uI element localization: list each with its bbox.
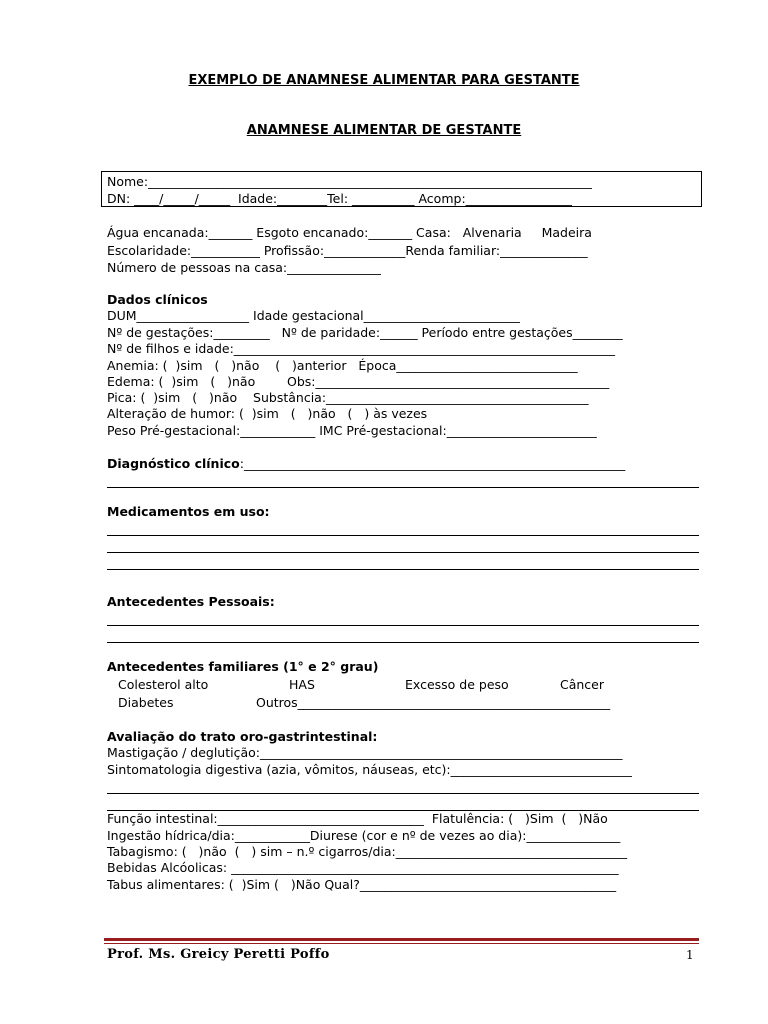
option-others-field[interactable]: Outros__________________________________________________ — [256, 695, 611, 710]
pregestational-weight-line[interactable]: Peso Pré-gestacional:____________ IMC Pré-gestacional:________________________ — [107, 423, 597, 438]
family-history-heading: Antecedentes familiares (1° e 2° grau) — [107, 659, 379, 674]
clinical-data-heading: Dados clínicos — [107, 292, 208, 307]
option-cholesterol[interactable]: Colesterol alto — [118, 677, 209, 692]
document-title: EXEMPLO DE ANAMNESE ALIMENTAR PARA GESTANTE — [188, 73, 580, 88]
household-size-line[interactable]: Número de pessoas na casa:_______________ — [107, 260, 381, 275]
medications-heading: Medicamentos em uso: — [107, 504, 270, 519]
chewing-swallowing-line[interactable]: Mastigação / deglutição:__________________________________________________________ — [107, 745, 623, 760]
personal-history-blank-line[interactable] — [107, 625, 699, 626]
bowel-function-line[interactable]: Função intestinal:_________________________________ Flatulência: ( )Sim ( )Não — [107, 811, 608, 826]
medications-blank-line[interactable] — [107, 535, 699, 536]
pica-line[interactable]: Pica: ( )sim ( )não Substância:__________________________________________ — [107, 390, 589, 405]
dn-age-phone-field[interactable]: DN: ____/_____/_____ Idade:________Tel: __________ Acomp:_________________ — [107, 191, 572, 206]
medications-blank-line[interactable] — [107, 569, 699, 570]
digestive-symptoms-line[interactable]: Sintomatologia digestiva (azia, vômitos, náuseas, etc):_____________________________ — [107, 762, 632, 777]
diagnosis-blank-line[interactable] — [107, 487, 699, 488]
name-field[interactable]: Nome:_______________________________________________________________________ — [107, 174, 592, 189]
food-taboos-line[interactable]: Tabus alimentares: ( )Sim ( )Não Qual?_________________________________________ — [107, 877, 617, 892]
water-sewage-house-line[interactable]: Água encanada:_______ Esgoto encanado:_______ Casa: Alvenaria Madeira — [107, 225, 592, 240]
water-intake-line[interactable]: Ingestão hídrica/dia:____________Diurese (cor e nº de vezes ao dia):_______________ — [107, 828, 621, 843]
form-subtitle: ANAMNESE ALIMENTAR DE GESTANTE — [246, 123, 522, 138]
footer-author: Prof. Ms. Greicy Peretti Poffo — [107, 947, 330, 962]
dum-line[interactable]: DUM__________________ Idade gestacional_________________________ — [107, 308, 520, 323]
gi-evaluation-heading: Avaliação do trato oro-gastrintestinal: — [107, 729, 378, 744]
option-overweight[interactable]: Excesso de peso — [405, 677, 509, 692]
edema-line[interactable]: Edema: ( )sim ( )não Obs:_______________________________________________ — [107, 374, 610, 389]
mood-change-line[interactable]: Alteração de humor: ( )sim ( )não ( ) às vezes — [107, 406, 428, 421]
personal-history-heading: Antecedentes Pessoais: — [107, 594, 275, 609]
clinical-diagnosis-field[interactable]: :_____________________________________________________________ — [239, 456, 626, 471]
medications-blank-line[interactable] — [107, 552, 699, 553]
clinical-diagnosis-heading: Diagnóstico clínico — [107, 456, 240, 471]
clinical-diagnosis-line[interactable] — [107, 456, 625, 472]
education-profession-income-line[interactable]: Escolaridade:___________ Profissão:_____________Renda familiar:______________ — [107, 243, 588, 258]
alcohol-line[interactable]: Bebidas Alcóolicas: ______________________________________________________________ — [107, 860, 619, 875]
page-number: 1 — [686, 948, 694, 962]
option-diabetes[interactable]: Diabetes — [118, 695, 174, 710]
anemia-line[interactable]: Anemia: ( )sim ( )não ( )anterior Época_____________________________ — [107, 358, 578, 373]
footer-rule — [104, 938, 699, 941]
gi-blank-line[interactable] — [107, 793, 699, 794]
smoking-line[interactable]: Tabagismo: ( )não ( ) sim – n.º cigarros/dia:_____________________________________ — [107, 844, 627, 859]
footer-rule-thin — [104, 943, 699, 944]
option-cancer[interactable]: Câncer — [560, 677, 605, 692]
children-line[interactable]: Nº de filhos e idade:_____________________________________________________________ — [107, 341, 616, 356]
gestations-line[interactable]: Nº de gestações:_________ Nº de paridade:______ Período entre gestações________ — [107, 325, 623, 340]
option-has[interactable]: HAS — [289, 677, 315, 692]
personal-history-blank-line[interactable] — [107, 642, 699, 643]
